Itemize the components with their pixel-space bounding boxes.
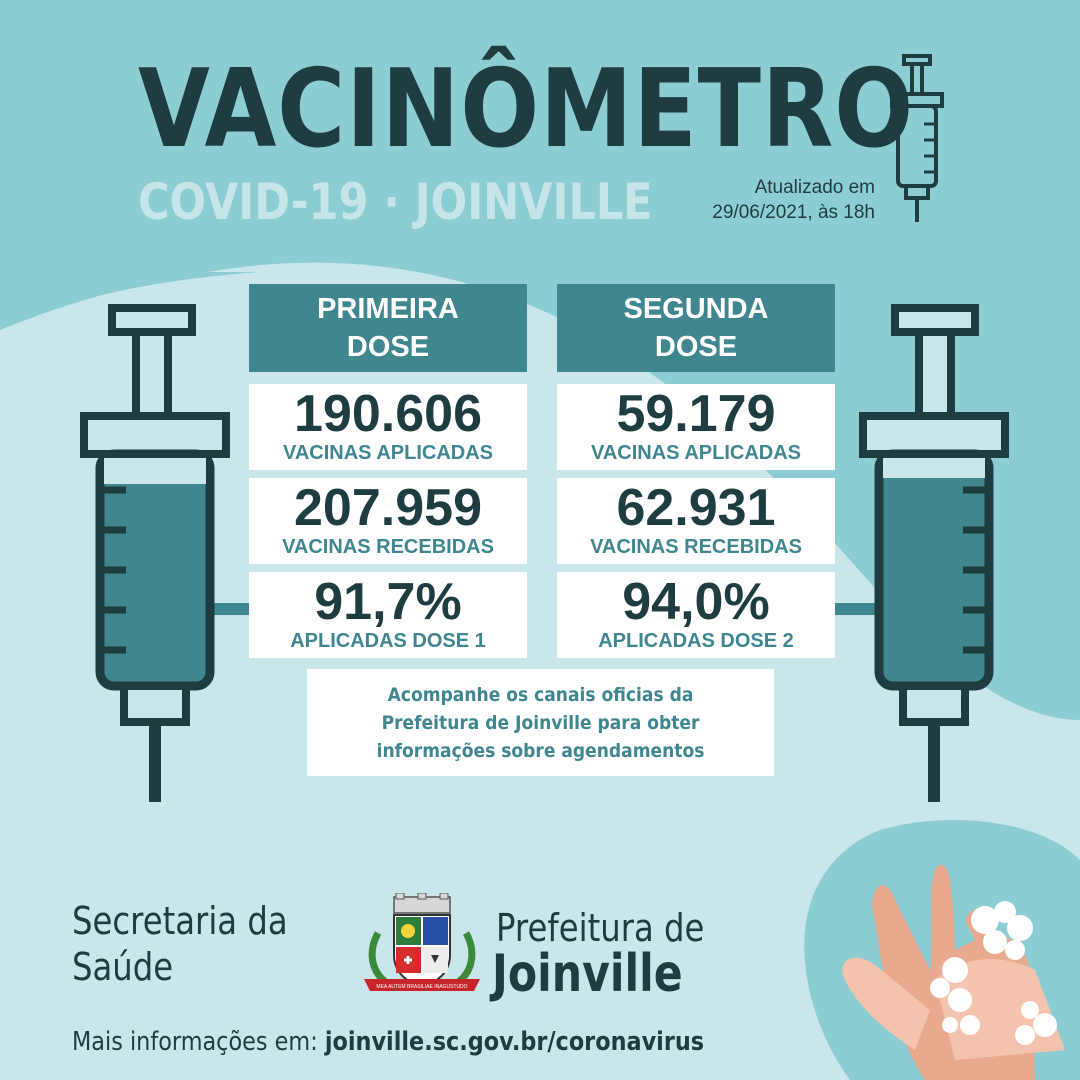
secretaria-line: Secretaria da bbox=[72, 899, 288, 943]
info-line: Acompanhe os canais oficias da bbox=[387, 683, 694, 706]
stat-label: VACINAS APLICADAS bbox=[590, 442, 801, 464]
info-line: informações sobre agendamentos bbox=[376, 739, 705, 762]
page-title: VACINÔMETRO bbox=[138, 47, 915, 172]
stat-card-percent-second bbox=[557, 572, 835, 658]
syringe-icon bbox=[857, 300, 1012, 810]
dose-header-line: DOSE bbox=[346, 331, 430, 363]
footer-more-info bbox=[72, 1024, 704, 1060]
secretaria-name bbox=[72, 898, 288, 990]
dose-header-line: PRIMEIRA bbox=[317, 293, 459, 325]
prefeitura-label: Prefeitura de bbox=[496, 906, 705, 950]
stat-value: 207.959 bbox=[294, 479, 482, 537]
info-box bbox=[307, 669, 774, 776]
city-seal-logo bbox=[360, 893, 484, 1005]
page-subtitle: COVID-19 · JOINVILLE bbox=[138, 173, 653, 231]
dose-header-second bbox=[557, 284, 835, 372]
stat-value: 91,7% bbox=[314, 573, 462, 631]
stat-label: VACINAS RECEBIDAS bbox=[590, 536, 802, 558]
prefeitura-city: Joinville bbox=[492, 944, 683, 1004]
seal-motto: MEA AUTEM BRASILIAE INAGUSTUDO bbox=[376, 984, 468, 990]
info-line: Prefeitura de Joinville para obter bbox=[381, 711, 700, 734]
dose-header-first bbox=[249, 284, 527, 372]
handwashing-illustration bbox=[835, 850, 1080, 1080]
stat-label: VACINAS APLICADAS bbox=[282, 442, 493, 464]
stat-card-applied-first bbox=[249, 384, 527, 470]
update-timestamp bbox=[640, 175, 875, 225]
stat-value: 62.931 bbox=[616, 479, 776, 537]
more-info-label: Mais informações em: bbox=[72, 1027, 318, 1057]
stat-value: 94,0% bbox=[622, 573, 770, 631]
stat-card-received-second bbox=[557, 478, 835, 564]
stat-card-received-first bbox=[249, 478, 527, 564]
secretaria-line: Saúde bbox=[72, 945, 174, 989]
stat-card-percent-first bbox=[249, 572, 527, 658]
stat-card-applied-second bbox=[557, 384, 835, 470]
stat-value: 190.606 bbox=[294, 385, 482, 443]
stat-label: APLICADAS DOSE 2 bbox=[598, 630, 794, 652]
update-date: 29/06/2021, às 18h bbox=[712, 202, 875, 223]
update-label: Atualizado em bbox=[754, 177, 875, 198]
stat-value: 59.179 bbox=[616, 385, 776, 443]
stat-label: APLICADAS DOSE 1 bbox=[290, 630, 486, 652]
stat-label: VACINAS RECEBIDAS bbox=[282, 536, 494, 558]
dose-header-line: DOSE bbox=[654, 331, 738, 363]
dose-header-line: SEGUNDA bbox=[623, 293, 769, 325]
syringe-icon bbox=[78, 300, 233, 810]
more-info-link[interactable]: joinville.sc.gov.br/coronavirus bbox=[324, 1027, 705, 1057]
